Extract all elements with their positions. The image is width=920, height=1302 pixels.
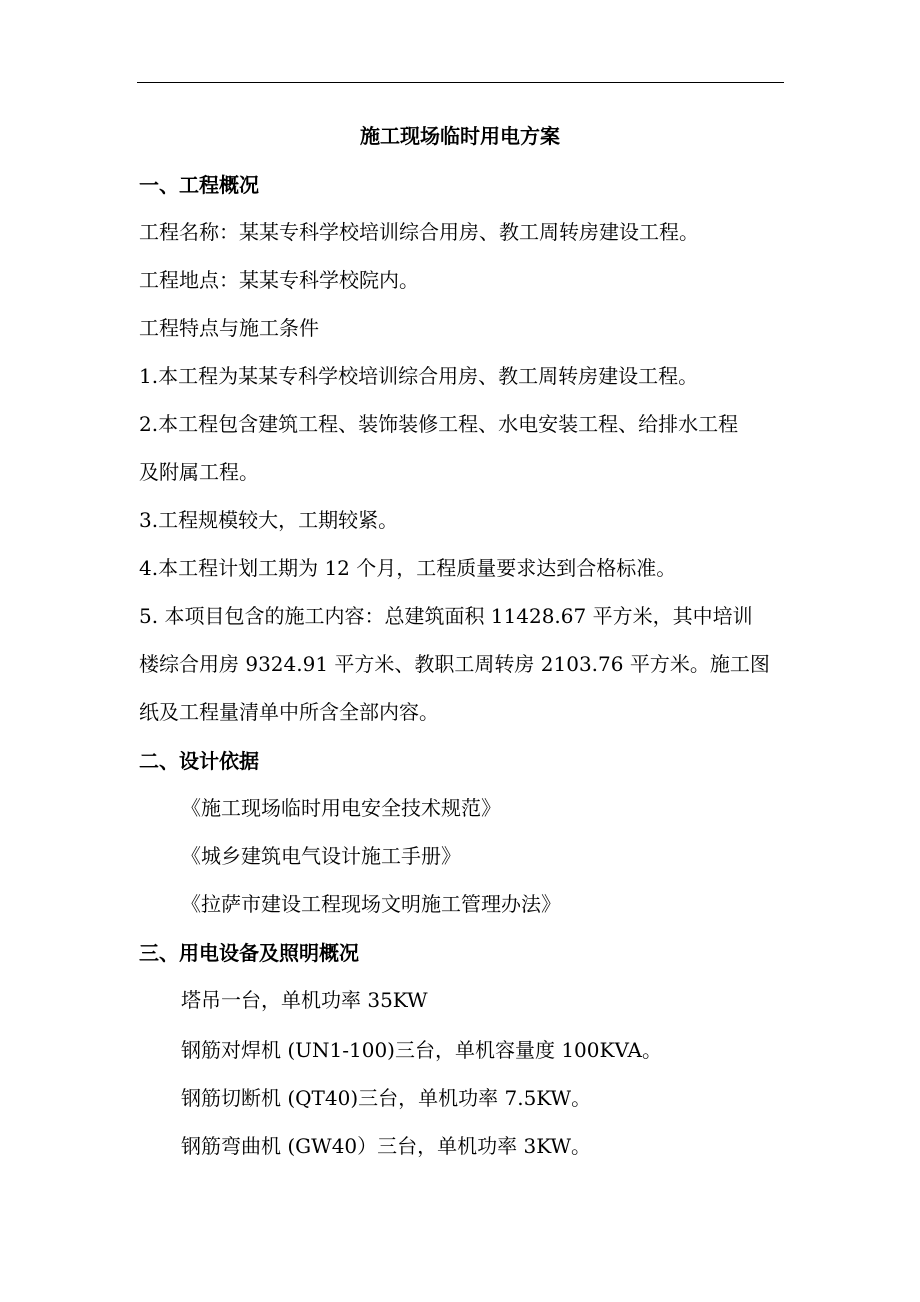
equipment-item: 塔吊一台，单机功率 35KW <box>181 988 428 1012</box>
feature-item-4: 4.本工程计划工期为 12 个月，工程质量要求达到合格标准。 <box>139 556 677 580</box>
feature-item-5-line-3: 纸及工程量清单中所含全部内容。 <box>139 700 439 724</box>
document-title: 施工现场临时用电方案 <box>360 124 560 148</box>
feature-item-1: 1.本工程为某某专科学校培训综合用房、教工周转房建设工程。 <box>139 364 699 388</box>
reference-item: 《施工现场临时用电安全技术规范》 <box>181 796 501 820</box>
section-heading-overview: 一、工程概况 <box>139 173 259 197</box>
feature-item-5-line-2: 楼综合用房 9324.91 平方米、教职工周转房 2103.76 平方米。施工图 <box>139 652 770 676</box>
section-heading-equipment: 三、用电设备及照明概况 <box>139 941 359 965</box>
feature-item-2-line-2: 及附属工程。 <box>139 460 259 484</box>
feature-item-2-line-1: 2.本工程包含建筑工程、装饰装修工程、水电安装工程、给排水工程 <box>139 412 739 436</box>
section-heading-design-basis: 二、设计依据 <box>139 749 259 773</box>
project-location-line: 工程地点：某某专科学校院内。 <box>139 268 419 292</box>
project-name-line: 工程名称：某某专科学校培训综合用房、教工周转房建设工程。 <box>139 220 699 244</box>
equipment-item: 钢筋对焊机 (UN1-100)三台，单机容量度 100KVA。 <box>181 1038 662 1062</box>
equipment-item: 钢筋弯曲机 (GW40）三台，单机功率 3KW。 <box>181 1134 592 1158</box>
features-heading: 工程特点与施工条件 <box>139 316 319 340</box>
equipment-item: 钢筋切断机 (QT40)三台，单机功率 7.5KW。 <box>181 1086 592 1110</box>
header-rule <box>137 82 784 83</box>
feature-item-3: 3.工程规模较大，工期较紧。 <box>139 508 399 532</box>
feature-item-5-line-1: 5. 本项目包含的施工内容：总建筑面积 11428.67 平方米，其中培训 <box>139 604 753 628</box>
reference-item: 《拉萨市建设工程现场文明施工管理办法》 <box>181 892 561 916</box>
reference-item: 《城乡建筑电气设计施工手册》 <box>181 844 461 868</box>
